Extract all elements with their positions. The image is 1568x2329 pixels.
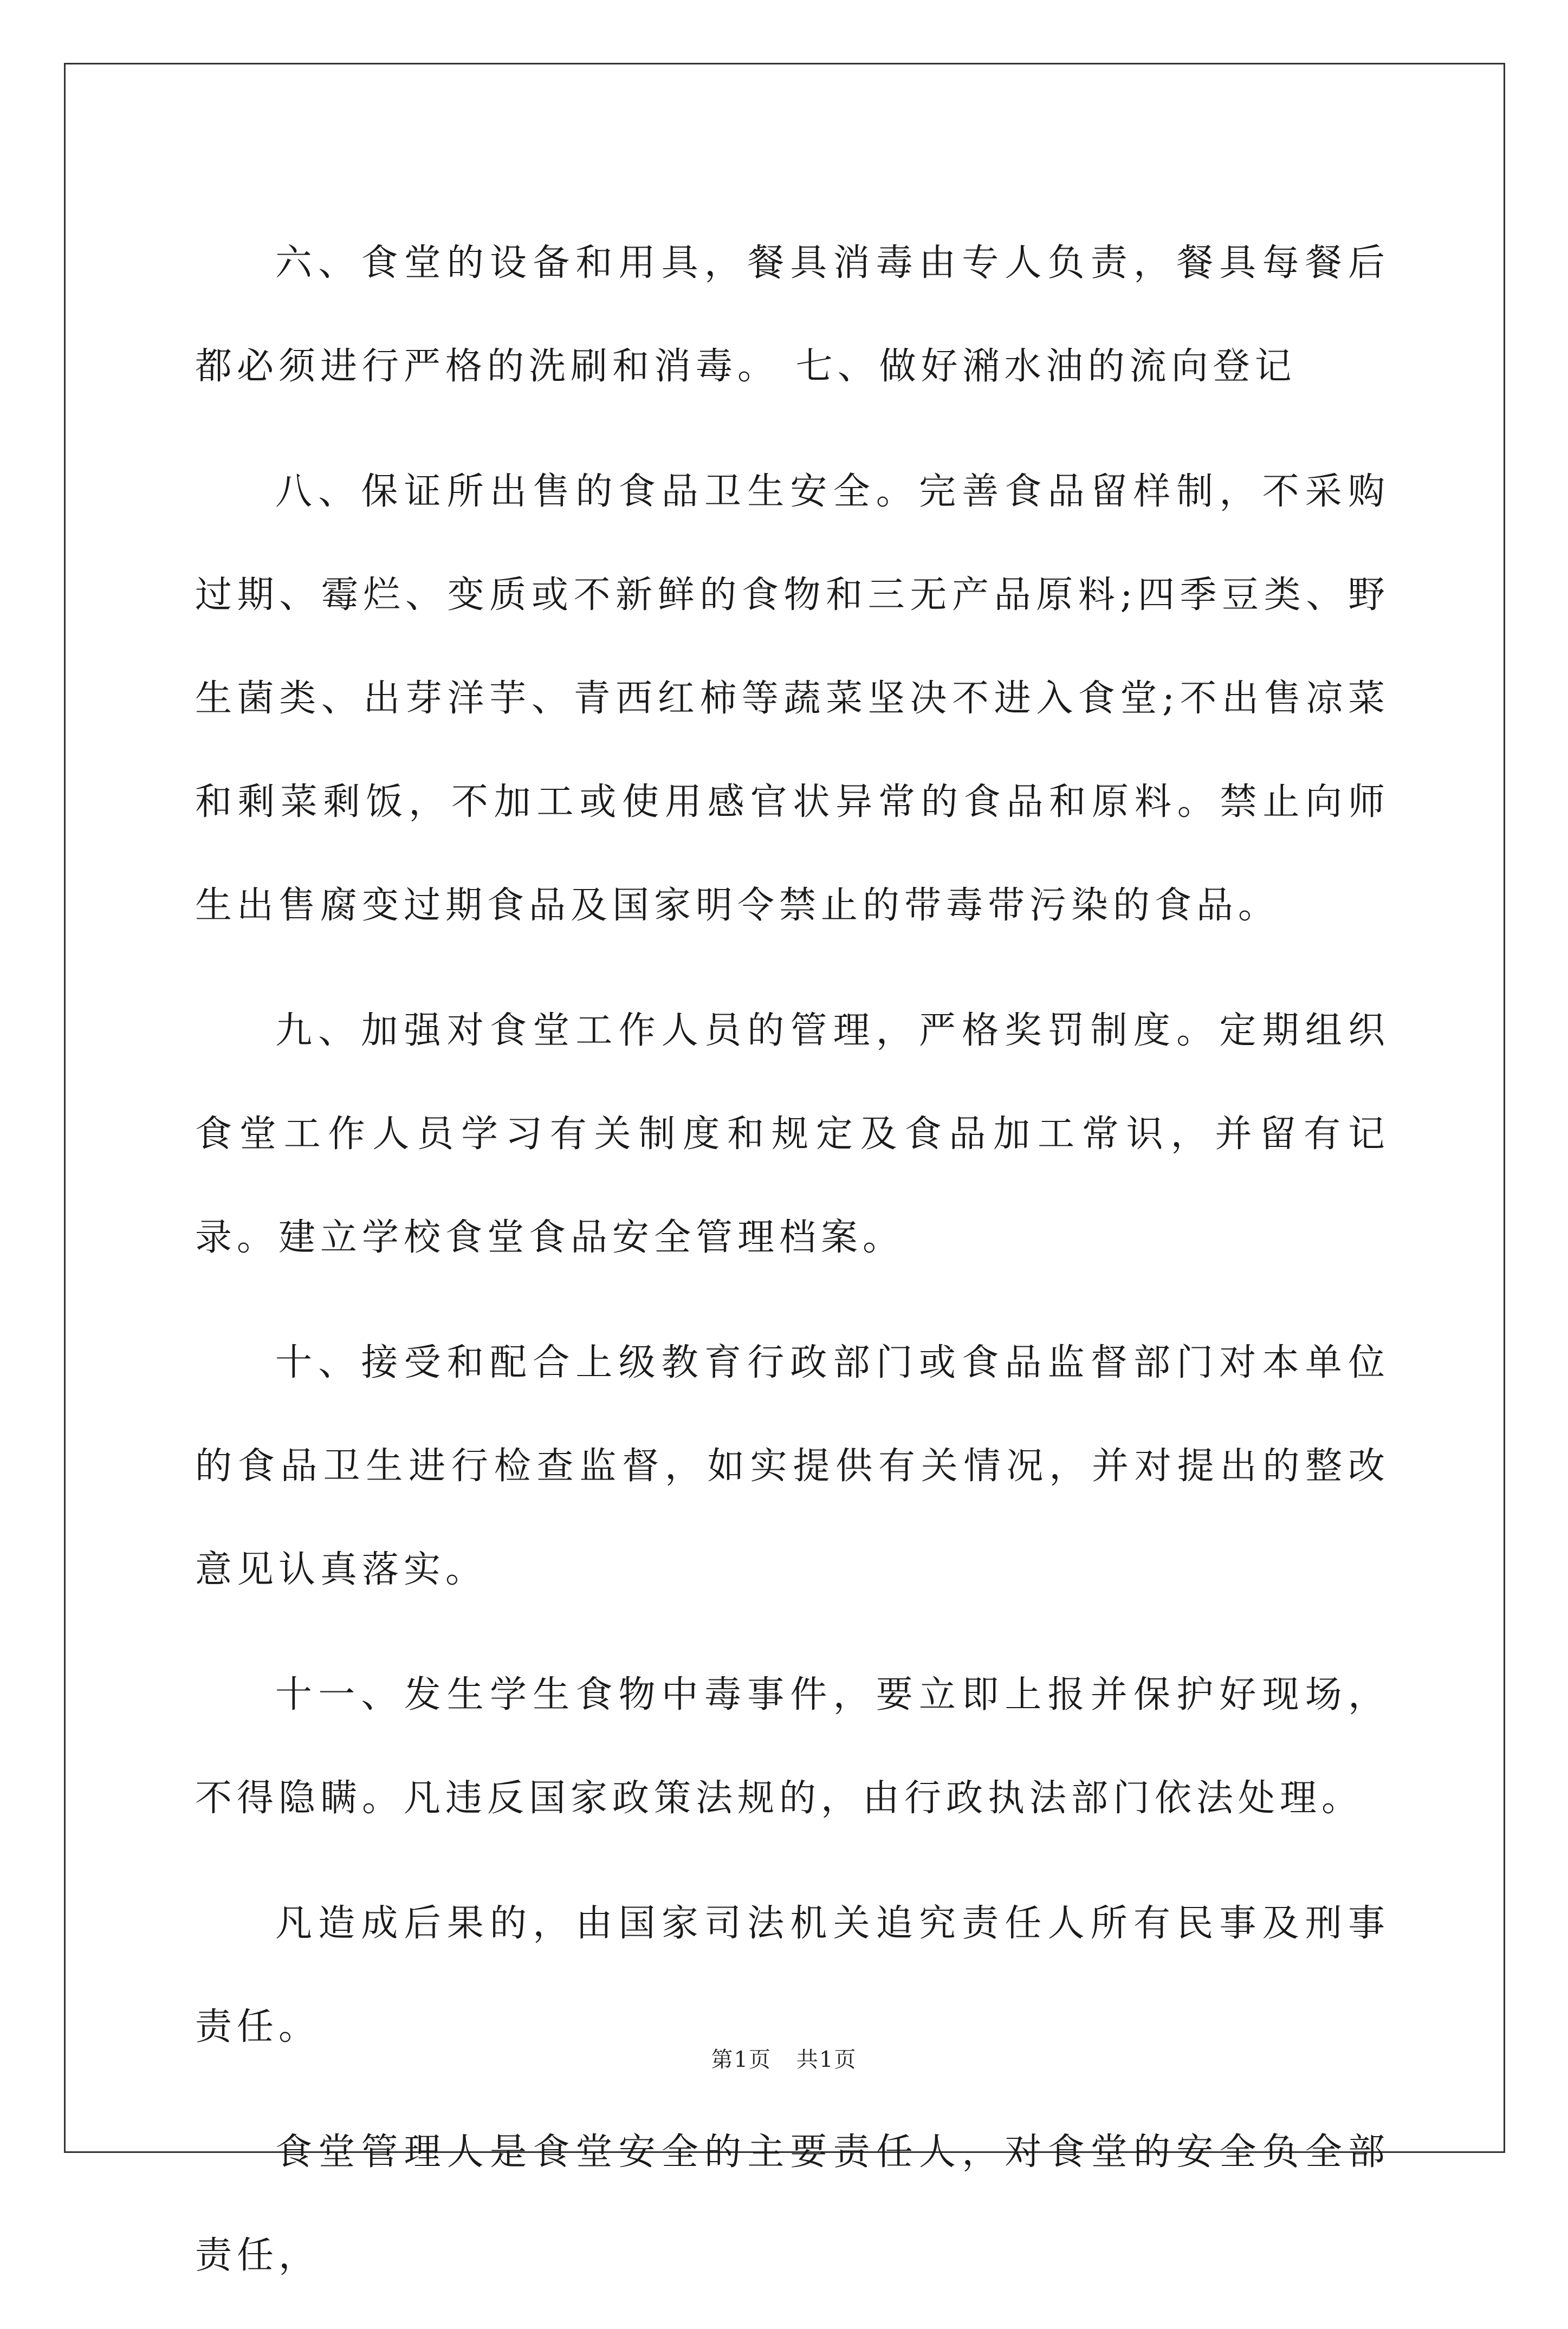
paragraph-9: 九、加强对食堂工作人员的管理，严格奖罚制度。定期组织食堂工作人员学习有关制度和规定及食品加工常识，并留有记录。建立学校食堂食品安全管理档案。 [195,1009,1390,1259]
paragraph-6: 六、食堂的设备和用具，餐具消毒由专人负责，餐具每餐后都必须进行严格的洗刷和消毒。 七、做好潲水油的流向登记 [195,242,1390,388]
paragraph-11: 十一、发生学生食物中毒事件，要立即上报并保护好现场，不得隐瞒。凡违反国家政策法规的，由行政执法部门依法处理。 [195,1673,1390,1820]
paragraph-8: 八、保证所出售的食品卫生安全。完善食品留样制，不采购过期、霉烂、变质或不新鲜的食物和三无产品原料;四季豆类、野生菌类、出芽洋芋、青西红柿等蔬菜坚决不进入食堂;不出售凉菜和剩菜剩饭，不加工或使用感官状异常的食品和原料。禁止向师生出售腐变过期食品及国家明令禁止的带毒带污染的食品。 [195,470,1390,927]
document-body [195,211,1390,2329]
page-footer [0,2042,1568,2073]
page-total: 共1页 [796,2047,857,2072]
paragraph-consequence: 凡造成后果的，由国家司法机关追究责任人所有民事及刑事责任。 [195,1902,1390,2048]
paragraph-manager: 食堂管理人是食堂安全的主要责任人，对食堂的安全负全部责任， [195,2131,1390,2277]
paragraph-10: 十、接受和配合上级教育行政部门或食品监督部门对本单位的食品卫生进行检查监督，如实提供有关情况，并对提出的整改意见认真落实。 [195,1341,1390,1591]
page-number: 第1页 [711,2047,772,2072]
